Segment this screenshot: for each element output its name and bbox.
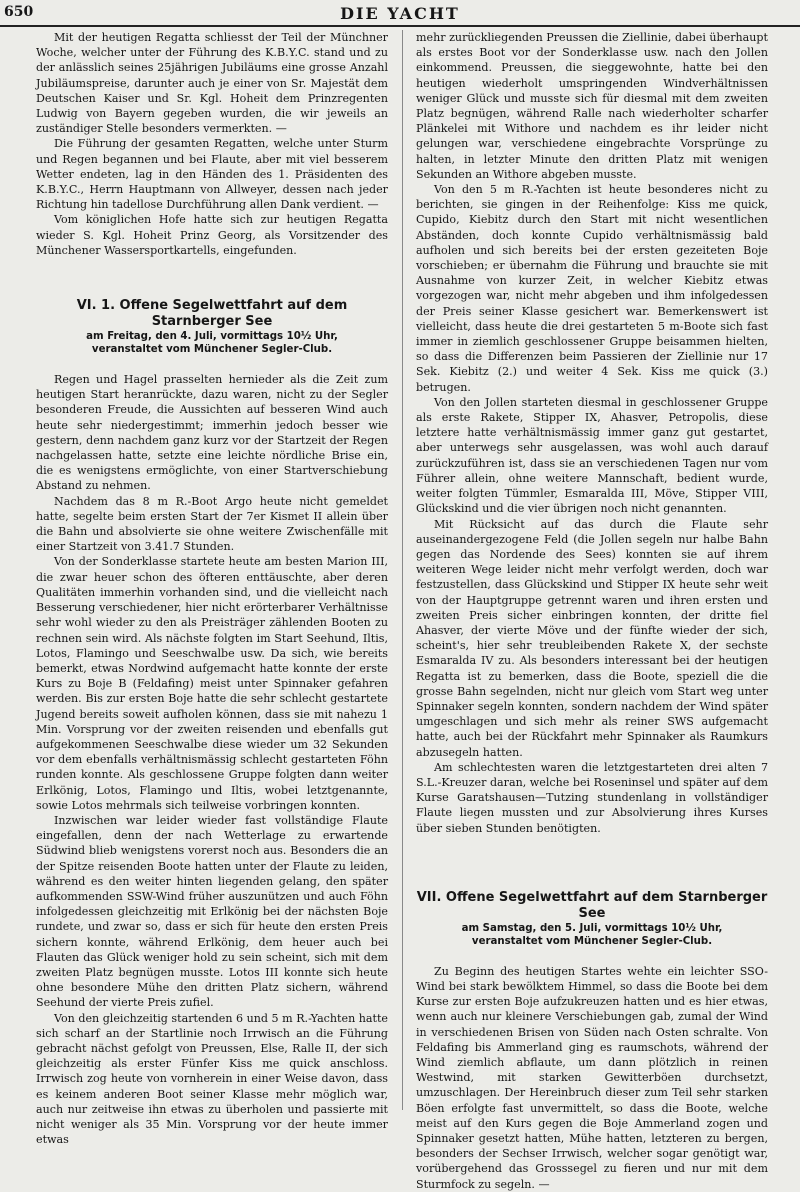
header-rule bbox=[0, 25, 800, 27]
page-number: 650 bbox=[4, 4, 34, 20]
section-subheading: veranstaltet vom Münchener Segler-Club. bbox=[471, 935, 713, 947]
journal-title: DIE YACHT bbox=[340, 4, 460, 23]
paragraph: Zu Beginn des heutigen Startes wehte ein leichter SSO-Wind bei stark bewölktem Himmel, so dass die Boote bei dem Kurse zur ersten Boje aufzukreuzen hatten und es hier etwas, wenn auch nur kleinere Verschiebungen gab, zumal der Wind in verschiedenen Brisen von Süden nach Osten schralte. Von Feldafing bis Ammerland ging es raumschots, während der Wind ziemlich abflaute, um dann plötzlich in reinen Westwind, mit starken Gewitterböen durchsetzt, umzuschlagen. Der Hereinbruch dieser zum Teil sehr starken Böen erfolgte fast unvermittelt, so dass die Boote, welche meist auf den Kurs gegen die Boje Ammerland zogen und Spinnaker gesetzt hatten, Mühe hatten, letzteren zu bergen, besonders der Sechser Irrwisch, welcher sogar genötigt war, vorübergehend das Grosssegel zu fieren und nur mit dem Sturmfock zu segeln. — bbox=[416, 964, 768, 1191]
paragraph: Von den 5 m R.-Yachten ist heute besonderes nicht zu berichten, sie gingen in der Reihenfolge: Kiss me quick, Cupido, Kiebitz durch den Start mit nicht wesentlichen Abständen, doch konnte Cupido verhältnismässig bald aufholen und sich bereits bei der ersten gezeiteten Boje vorschieben; er übernahm die Führung und brauchte sie mit Ausnahme von kurzer Zeit, in welcher Kiebitz etwas vorgezogen war, nicht mehr abgeben und ihm infolgedessen der Preis seiner Klasse gesichert war. Bemerkenswert ist vielleicht, dass heute die drei gestarteten 5 m-Boote sich fast immer in ziemlich geschlossener Gruppe beisammen hielten, so dass die Differenzen beim Passieren der Ziellinie nur 17 Sek. Kiebitz (2.) und weiter 4 Sek. Kiss me quick (3.) betrugen. bbox=[416, 183, 768, 394]
paragraph: Die Führung der gesamten Regatten, welche unter Sturm und Regen begannen und bei Flaute, aber mit viel besserem Wetter endeten, lag in den Händen des 1. Präsidenten des K.B.Y.C., Herrn Hauptmann von Allweyer, dessen nach jeder Richtung hin tadellose Durchführung allen Dank verdient. — bbox=[36, 137, 388, 212]
paragraph: Inzwischen war leider wieder fast vollständige Flaute eingefallen, denn der nach Wetterlage zu erwartende Südwind blieb wenigstens vorerst noch aus. Besonders die an der Spitze reisenden Boote hatten unter der Flaute zu leiden, während es den weiter hinten liegenden gelang, den später aufkommenden SSW-Wind früher auszunützen und auch Föhn infolgedessen gleichzeitig mit Erlkönig bei der nächsten Boje rundete, und zwar so, dass er sich für heute den ersten Preis sichern konnte, während Erlkönig, dem heuer auch bei Flauten das Glück weniger hold zu sein scheint, sich mit dem zweiten Platz begnügen musste. Lotos III konnte sich heute ohne besondere Mühe den dritten Platz sichern, während Seehund der vierte Preis zufiel. bbox=[36, 813, 388, 1010]
section-heading-vii: VII. Offene Segelwettfahrt auf dem Starnberger See bbox=[416, 889, 768, 921]
paragraph: Vom königlichen Hofe hatte sich zur heutigen Regatta wieder S. Kgl. Hoheit Prinz Georg, als Vorsitzender des Münchener Wassersportkartells, eingefunden. bbox=[36, 213, 388, 257]
paragraph: Regen und Hagel prasselten hernieder als die Zeit zum heutigen Start heranrückte, dazu waren, nicht zu der Segler besonderen Freude, die Aussichten auf besseren Wind auch heute sehr niedergestimmt; immerhin jedoch besser wie gestern, denn nachdem ganz kurz vor der Startzeit der Regen nachgelassen hatte, setzte eine leichte nördliche Brise ein, die es wenigstens ermöglichte, von einer Startverschiebung Abstand zu nehmen. bbox=[36, 373, 388, 493]
spacer bbox=[416, 836, 768, 890]
section-subheading: veranstaltet vom Münchener Segler-Club. bbox=[91, 344, 333, 356]
paragraph: Von der Sonderklasse startete heute am besten Marion III, die zwar heuer schon des öfteren enttäuschte, aber deren Qualitäten immerhin vorhanden sind, und die vielleicht nach Besserung verschiedener, hier nicht erörterbarer Verhältnisse sehr wohl wieder zu den als Preisträger zählenden Booten zu rechnen sein wird. Als nächste folgten im Start Seehund, Iltis, Lotos, Flamingo und Seeschwalbe usw. Da sich, wie bereits bemerkt, etwas Nordwind aufgemacht hatte konnte der erste Kurs zu Boje B (Feldafing) meist unter Spinnaker gefahren werden. Bis zur ersten Boje hatte die sehr schlecht gestartete Jugend bereits soweit aufholen können, dass sie mit nahezu 1 Min. Vorsprung vor der zweiten reisenden und ebenfalls gut aufgekommenen Seeschwalbe diese wieder um 32 Sekunden vor dem ebenfalls verhältnismässig schlecht gestarteten Föhn runden konnte. Als geschlossene Gruppe folgten dann weiter Erlkönig, Lotos, Flamingo und Iltis, wobei letztgenannte, sowie Lotos mehrmals sich teilweise vorbringen konnten. bbox=[36, 555, 388, 812]
paragraph: Mit Rücksicht auf das durch die Flaute sehr auseinandergezogene Feld (die Jollen segeln nur halbe Bahn gegen das Nordende des Sees) konnten sie auf ihrem weiteren Wege leider nicht mehr verfolgt werden, doch war festzustellen, dass Glückskind und Stipper IX heute sehr weit von der Hauptgruppe getrennt waren und ihren ersten und zweiten Preis sicher einbringen konnten, der dritte fiel Ahasver, der vierte Möve und der fünfte wieder der sich, scheint's, hier sehr treubleibenden Rakete X, der sechste Esmaralda IV zu. Als besonders interessant bei der heutigen Regatta ist zu bemerken, dass die Boote, speziell die die grosse Bahn segelnden, nicht nur gleich vom Start weg unter Spinnaker segeln konnten, sondern nachdem der Wind später umgeschlagen und sich mehr als reiner SWS aufgemacht hatte, auch bei der Rückfahrt mehr Spinnaker als Raumkurs abzusegeln hatten. bbox=[416, 517, 768, 759]
section-subheading: am Samstag, den 5. Juli, vormittags 10½ Uhr, bbox=[461, 922, 723, 934]
left-column bbox=[36, 30, 388, 1147]
paragraph: Von den Jollen starteten diesmal in geschlossener Gruppe als erste Rakete, Stipper IX, Ahasver, Petropolis, diese letztere hatte verhältnismässig immer ganz gut gestartet, aber unterwegs sehr ausgelassen, was wohl auch darauf zurückzuführen ist, dass sie an verschiedenen Tagen nur vom Führer allein, ohne weitere Mannschaft, bedient wurde, weiter folgten Tümmler, Esmaralda III, Möve, Stipper VIII, Glückskind und die vier übrigen noch nicht genannten. bbox=[416, 395, 768, 516]
column-divider bbox=[402, 30, 403, 1110]
spacer bbox=[36, 258, 388, 298]
section-heading-vi: VI. 1. Offene Segelwettfahrt auf dem Starnberger See bbox=[76, 298, 348, 330]
paragraph: Nachdem das 8 m R.-Boot Argo heute nicht gemeldet hatte, segelte beim ersten Start der 7er Kismet II allein über die Bahn und absolvierte sie ohne weitere Zwischenfälle mit einer Startzeit von 3.41.7 Stunden. bbox=[36, 494, 388, 554]
spacer bbox=[416, 948, 768, 964]
paragraph: Mit der heutigen Regatta schliesst der Teil der Münchner Woche, welcher unter der Führung des K.B.Y.C. stand und zu der anlässlich seines 25jährigen Jubiläums eine grosse Anzahl Jubiläumspreise, darunter auch je einer von Sr. Majestät dem Deutschen Kaiser und Sr. Kgl. Hoheit dem Prinzregenten Ludwig von Bayern gegeben wurden, die wir jeweils an zuständiger Stelle besonders vermerkten. — bbox=[36, 31, 388, 136]
spacer bbox=[36, 356, 388, 372]
section-subheading: am Freitag, den 4. Juli, vormittags 10½ Uhr, bbox=[86, 331, 338, 343]
right-column bbox=[416, 30, 768, 1191]
page-header bbox=[0, 0, 800, 26]
paragraph: Von den gleichzeitig startenden 6 und 5 m R.-Yachten hatte sich scharf an der Startlinie noch Irrwisch an die Führung gebracht nächst gefolgt von Preussen, Else, Ralle II, der sich gleichzeitig als erster Fünfer Kiss me quick anschloss. Irrwisch zog heute von vornherein in einer Weise davon, dass es keinem anderen Boot seiner Klasse mehr möglich war, auch nur zeitweise ihn etwas zu überholen und passierte mit nicht weniger als 35 Min. Vorsprung vor der heute immer etwas bbox=[36, 1011, 388, 1147]
paragraph: mehr zurückliegenden Preussen die Ziellinie, dabei überhaupt als erstes Boot vor der Sonderklasse usw. nach den Jollen einkommend. Preussen, die sieggewohnte, hatte bei den heutigen wiederholt umspringenden Windverhältnissen weniger Glück und musste sich für diesmal mit dem zweiten Platz begnügen, während Ralle nach wiederholter scharfer Plänkelei mit Withore und nachdem es ihr leider nicht gelungen war, verschiedene eingebrachte Vorsprünge zu halten, in letzter Minute den dritten Platz mit wenigen Sekunden an Withore abgeben musste. bbox=[416, 31, 768, 181]
paragraph: Am schlechtesten waren die letztgestarteten drei alten 7 S.L.-Kreuzer daran, welche bei Roseninsel und später auf dem Kurse Garatshausen—Tutzing stundenlang in vollständiger Flaute liegen mussten und zur Absolvierung ihres Kurses über sieben Stunden benötigten. bbox=[416, 760, 768, 835]
